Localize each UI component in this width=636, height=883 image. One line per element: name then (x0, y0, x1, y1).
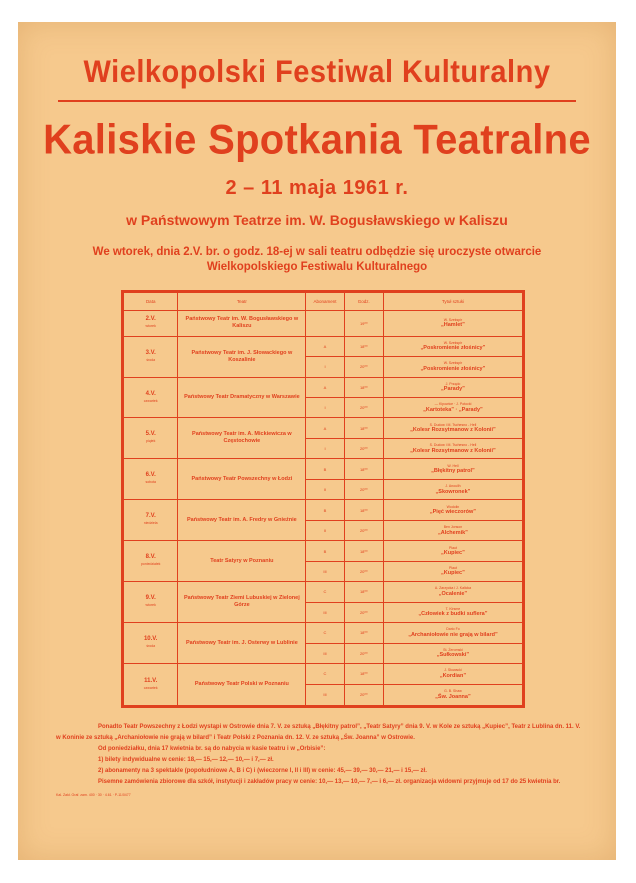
play-author: Plaut (448, 545, 457, 550)
play-author: Ben Jonson (443, 525, 463, 530)
play-author: W. Hell (447, 463, 459, 468)
cell-theatre: Teatr Satyry w Poznaniu (178, 541, 306, 582)
cell-date (123, 336, 178, 377)
play-title: „Ocalenie” (438, 590, 468, 597)
play-title: „Kartoteka” · „Parady” (423, 406, 483, 413)
cell-play (383, 643, 523, 663)
cell-play (383, 602, 523, 622)
play-title: „Poskromienie złośnicy” (420, 365, 486, 372)
play-author: J. Prządo (445, 381, 461, 386)
cell-play (383, 377, 523, 397)
cell-play (383, 357, 523, 377)
footer-guest-performances: Ponadto Teatr Powszechny z Łodzi wystąpi w Ostrowie dnia 7. V. ze sztuką „Błękitny patrol”, „Teatr Satyry” dnia 9. V. w Kole ze sztuką „Kupiec”, Teatr z Lublina dn. 11. V. w Koninie ze sztuką „Archaniołowie nie grają w bilard” i Teatr Polski z Poznania dn. 12. V. ze sztuką „Św. Joanna” w Ostrowie. (56, 724, 581, 741)
play-title: „Człowiek z budki suflera” (418, 611, 488, 618)
cell-theatre: Państwowy Teatr im. A. Mickiewicza w Częstochowie (178, 418, 306, 459)
cell-date (123, 623, 178, 664)
cell-subscription: I (306, 398, 344, 418)
weekday-label: czwartek (143, 398, 158, 403)
weekday-label: poniedziałek (140, 562, 161, 567)
play-author: A. Zarzycka i J. Kalicka (434, 586, 472, 591)
cell-time: 18⁰⁰ (344, 500, 383, 520)
weekday-label: wtorek (145, 603, 156, 608)
play-title: „Kolesr Rozsytmanow z Kolonii” (410, 447, 496, 454)
header-date: Data (123, 292, 178, 311)
cell-subscription (306, 311, 344, 337)
cell-theatre: Państwowy Teatr Powszechny w Łodzi (178, 459, 306, 500)
printer-imprint: Kal. Zakł. Graf. zam. 400 · 30 · 4.61 · P-11/0477 (56, 793, 131, 797)
date-label: 8.V. (145, 554, 156, 561)
play-author: J. Anouilh (445, 484, 461, 489)
play-title: „Archaniołowie nie grają w bilard” (408, 631, 498, 638)
cell-time: 18⁰⁰ (344, 664, 383, 684)
title-divider (58, 100, 576, 102)
cell-theatre: Państwowy Teatr Ziemi Lubuskiej w Zielonej Górze (178, 582, 306, 623)
cell-date (123, 311, 178, 337)
play-title: „Sułkowski” (436, 652, 470, 659)
header-subscription: Abonament (306, 292, 344, 311)
table-row (123, 336, 524, 356)
cell-subscription: C (306, 664, 344, 684)
cell-play (383, 418, 523, 438)
footer-tickets-intro: Od poniedziałku, dnia 17 kwietnia br. są do nabycia w kasie teatru i w „Orbisie”: (98, 746, 326, 752)
table-row (123, 418, 524, 438)
cell-time: 20⁰⁰ (344, 357, 383, 377)
play-title: „Parady” (441, 386, 465, 393)
play-title: „Kupiec” (441, 550, 465, 557)
play-title: „Kolesr Rozsytmanow z Kolonii” (410, 427, 496, 434)
cell-subscription: A (306, 377, 344, 397)
table-row (123, 582, 524, 602)
cell-time: 20⁰⁰ (344, 398, 383, 418)
cell-play (383, 479, 523, 499)
play-author: Plaut (448, 565, 457, 570)
date-label: 2.V. (145, 316, 156, 323)
play-title: „Pięć wieczorów” (429, 509, 477, 516)
cell-subscription: I (306, 438, 344, 458)
play-author: W. Szekspir (443, 340, 463, 345)
weekday-label: wtorek (145, 324, 156, 329)
table-row (123, 664, 524, 684)
cell-subscription: C (306, 582, 344, 602)
date-label: 5.V. (145, 431, 156, 438)
cell-play (383, 561, 523, 581)
play-author: W. Szekspir (443, 317, 463, 322)
cell-time: 20⁰⁰ (344, 561, 383, 581)
date-label: 11.V. (144, 677, 158, 684)
festival-dates: 2 – 11 maja 1961 r. (225, 177, 409, 199)
cell-time: 18⁰⁰ (344, 459, 383, 479)
cell-theatre: Państwowy Teatr Polski w Poznaniu (178, 664, 306, 707)
cell-time: 20⁰⁰ (344, 602, 383, 622)
weekday-label: czwartek (143, 685, 158, 690)
cell-subscription: A (306, 336, 344, 356)
cell-time: 18⁰⁰ (344, 623, 383, 643)
cell-subscription: B (306, 541, 344, 561)
play-title: „Poskromienie złośnicy” (420, 345, 486, 352)
cell-time: 20⁰⁰ (344, 479, 383, 499)
cell-time: 20⁰⁰ (344, 520, 383, 540)
cell-time: 18⁰⁰ (344, 377, 383, 397)
cell-play (383, 336, 523, 356)
table-row (123, 311, 524, 337)
play-author: S. Dudow i M. Tschesno - Hell (429, 443, 477, 448)
cell-theatre: Państwowy Teatr im. J. Słowackiego w Koszalinie (178, 336, 306, 377)
cell-theatre: Państwowy Teatr im. J. Osterwy w Lublinie (178, 623, 306, 664)
cell-subscription: C (306, 623, 344, 643)
opening-announcement: We wtorek, dnia 2.V. br. o godz. 18-ej w sali teatru odbędzie się uroczyste otwarcie Wielkopolskiego Festiwalu Kulturalnego (92, 246, 542, 273)
cell-play (383, 520, 523, 540)
header-theatre: Teatr (178, 292, 306, 311)
venue-line: w Państwowym Teatrze im. W. Bogusławskiego w Kaliszu (126, 212, 508, 228)
play-author: G. B. Shaw (444, 689, 462, 694)
play-author: W. Szekspir (443, 361, 463, 366)
cell-subscription: A (306, 418, 344, 438)
cell-play (383, 438, 523, 458)
play-author: S. Dudow i M. Tschesno - Hell (429, 422, 477, 427)
table-row (123, 500, 524, 520)
cell-play (383, 582, 523, 602)
cell-play (383, 459, 523, 479)
cell-subscription: B (306, 500, 344, 520)
date-label: 3.V. (145, 349, 156, 356)
cell-play (383, 398, 523, 418)
cell-subscription: II (306, 479, 344, 499)
cell-play (383, 311, 523, 337)
play-title: „Św. Joanna” (435, 693, 471, 700)
footer-subscriptions: 2) abonamenty na 3 spektakle (popołudniowe A, B i C) i (wieczorne I, II i III) w cenie: 45,— 39,— 30,— 21,— i 15,— zł. (98, 768, 427, 774)
table-row (123, 377, 524, 397)
weekday-label: niedziela (143, 521, 158, 526)
date-label: 7.V. (145, 513, 156, 520)
cell-subscription: I (306, 357, 344, 377)
table-row (123, 541, 524, 561)
date-label: 9.V. (145, 595, 156, 602)
cell-date (123, 418, 178, 459)
cell-date (123, 500, 178, 541)
cell-subscription: III (306, 684, 344, 706)
cell-subscription: III (306, 602, 344, 622)
poster-footer (56, 722, 586, 801)
cell-play (383, 664, 523, 684)
play-title: „Hamlet” (441, 322, 465, 329)
play-title: „Skowronek” (435, 488, 471, 495)
cell-theatre: Państwowy Teatr im. A. Fredry w Gnieźnie (178, 500, 306, 541)
cell-play (383, 684, 523, 706)
festival-name: Wielkopolski Festiwal Kulturalny (83, 54, 551, 90)
footer-group-orders: Pisemne zamówienia zbiorowe dla szkół, instytucji i zakładów pracy w cenie: 10,— 13,— 10,— 7,— i 6,— zł. organizacja widowni przyjmuje od 17 do 25 kwietnia br. (98, 779, 561, 785)
play-title: „Kordian” (439, 672, 467, 679)
cell-date (123, 664, 178, 707)
table-row (123, 459, 524, 479)
cell-date (123, 459, 178, 500)
cell-play (383, 500, 523, 520)
cell-time: 18⁰⁰ (344, 336, 383, 356)
play-author: T. Kirsme (445, 606, 461, 611)
cell-subscription: II (306, 520, 344, 540)
cell-time: 20⁰⁰ (344, 643, 383, 663)
cell-time: 19⁰⁰ (344, 311, 383, 337)
weekday-label: środa (146, 644, 156, 649)
cell-time: 20⁰⁰ (344, 438, 383, 458)
play-title: „Alchemik” (437, 529, 468, 536)
cell-subscription: III (306, 561, 344, 581)
cell-time: 20⁰⁰ (344, 684, 383, 706)
weekday-label: środa (146, 357, 156, 362)
cell-time: 18⁰⁰ (344, 541, 383, 561)
cell-time: 18⁰⁰ (344, 418, 383, 438)
play-author: Wodolin (446, 504, 460, 509)
cell-subscription: III (306, 643, 344, 663)
poster (18, 22, 616, 860)
cell-play (383, 623, 523, 643)
footer-single-tickets: 1) bilety indywidualne w cenie: 18,— 15,— 12,— 10,— i 7,— zł. (98, 757, 274, 763)
poster-title: Kaliskie Spotkania Teatralne (43, 116, 591, 164)
play-author: J. Słowacki (444, 668, 462, 673)
cell-date (123, 377, 178, 418)
table-header-row (123, 292, 524, 311)
play-title: „Błękitny patrol” (431, 468, 475, 475)
play-author: Dario Fo (446, 627, 460, 632)
date-label: 6.V. (145, 472, 156, 479)
table-row (123, 623, 524, 643)
cell-theatre: Państwowy Teatr Dramatyczny w Warszawie (178, 377, 306, 418)
cell-date (123, 582, 178, 623)
cell-subscription: B (306, 459, 344, 479)
date-label: 4.V. (145, 390, 156, 397)
cell-play (383, 541, 523, 561)
header-time: Godz. (344, 292, 383, 311)
date-label: 10.V. (143, 636, 158, 643)
play-author: St. Żeromski (443, 647, 463, 652)
cell-time: 18⁰⁰ (344, 582, 383, 602)
play-title: „Kupiec” (441, 570, 465, 577)
cell-date (123, 541, 178, 582)
cell-theatre: Państwowy Teatr im. W. Bogusławskiego w Kaliszu (178, 311, 306, 337)
header-play-title: Tytuł sztuki (383, 292, 523, 311)
play-author: — Kipowice · J. Potocki (434, 402, 472, 407)
weekday-label: sobota (145, 480, 156, 485)
weekday-label: piątek (146, 439, 156, 444)
program-table (121, 290, 525, 708)
